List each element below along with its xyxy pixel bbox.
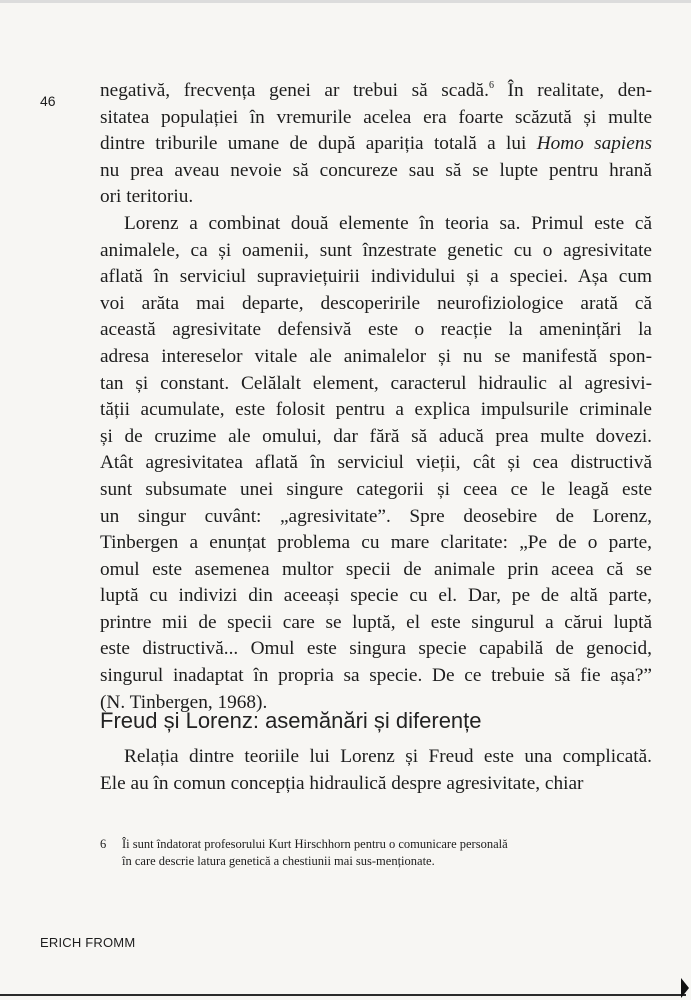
text-line: printre mii de specii care se luptă, el este singurul a cărui luptă: [100, 611, 652, 633]
text-line: Tinbergen a enunțat problema cu mare claritate: „Pe de o parte,: [100, 532, 652, 554]
text-line: nu prea aveau nevoie să concureze sau să se lupte pentru hrană: [100, 159, 652, 181]
footnote-line: Îi sunt îndatorat profesorului Kurt Hirschhorn pentru o comunicare personală: [122, 837, 508, 851]
text-line: Relația dintre teoriile lui Lorenz și Freud este una complicată.: [124, 746, 652, 767]
paragraph-2: [100, 211, 652, 716]
text-line: și de cruzime ale omului, dar fără să aducă prea multe dovezi.: [100, 425, 652, 447]
footnote: [100, 836, 660, 870]
text-line: omul este asemenea multor specii de animale prin aceea că se: [100, 558, 652, 580]
section-paragraph: [100, 744, 652, 797]
italic-term: Homo sapiens: [536, 133, 652, 155]
corner-arrow-icon: [681, 978, 689, 998]
text-line: tan și constant. Celălalt element, caracterul hidraulic al agresivi-: [100, 372, 652, 394]
text-line: [100, 78, 652, 105]
text-run: negativă, frecvența genei ar trebui să scadă.: [100, 80, 489, 101]
text-line: Lorenz a combinat două elemente în teoria sa. Primul este că: [124, 212, 652, 234]
paragraph-1: [100, 78, 652, 211]
text-line: [100, 131, 652, 158]
text-run: În realitate, den-: [493, 80, 653, 101]
text-line: tății acumulate, este folosit pentru a explica impulsurile criminale: [100, 399, 652, 421]
footnote-reference[interactable]: 6: [488, 80, 494, 91]
body-text: [100, 78, 652, 716]
text-line: animalele, ca și oamenii, sunt înzestrate genetic cu o agresivitate: [100, 239, 652, 261]
text-line: este distructivă... Omul este singura specie capabilă de genocid,: [100, 638, 652, 660]
text-line: ori teritoriu.: [100, 186, 194, 208]
text-line: voi arăta mai departe, descoperirile neurofiziologice arată că: [100, 292, 652, 314]
text-line: această agresivitate defensivă este o reacție la amenințări la: [100, 319, 652, 341]
top-rule: [0, 0, 691, 3]
footnote-line: în care descrie latura genetică a chestiunii mai sus-menționate.: [122, 854, 435, 868]
text-line: sitatea populației în vremurile acelea era foarte scăzută și multe: [100, 106, 652, 128]
running-footer-author: ERICH FROMM: [40, 935, 136, 950]
text-line: sunt subsumate unei singure categorii și ceea ce le leagă este: [100, 478, 652, 500]
text-line: Ele au în comun concepția hidraulică despre agresivitate, chiar: [100, 772, 584, 794]
text-line: adresa intereselor vitale ale animalelor și nu se manifestă spon-: [100, 345, 652, 367]
text-line: aflată în serviciul supraviețuirii individului și a speciei. Așa cum: [100, 266, 652, 288]
page-number: 46: [40, 93, 56, 109]
footnote-mark: 6: [100, 837, 107, 851]
text-line: singurul inadaptat în propria sa specie. De ce trebuie să fie așa?”: [100, 665, 652, 687]
text-run: dintre triburile umane de după apariția totală a lui: [100, 133, 537, 155]
section-heading: Freud și Lorenz: asemănări și diferențe: [100, 708, 482, 733]
text-line: Atât agresivitatea aflată în serviciul vieții, cât și cea distructivă: [100, 452, 652, 474]
footnote-text: [100, 836, 660, 870]
text-line: luptă cu indivizi din aceeași specie cu el. Dar, pe de altă parte,: [100, 585, 652, 607]
text-line: un singur cuvânt: „agresivitate”. Spre deosebire de Lorenz,: [100, 505, 652, 527]
text-line: (N. Tinbergen, 1968).: [100, 691, 268, 713]
bottom-rule: [0, 994, 686, 996]
